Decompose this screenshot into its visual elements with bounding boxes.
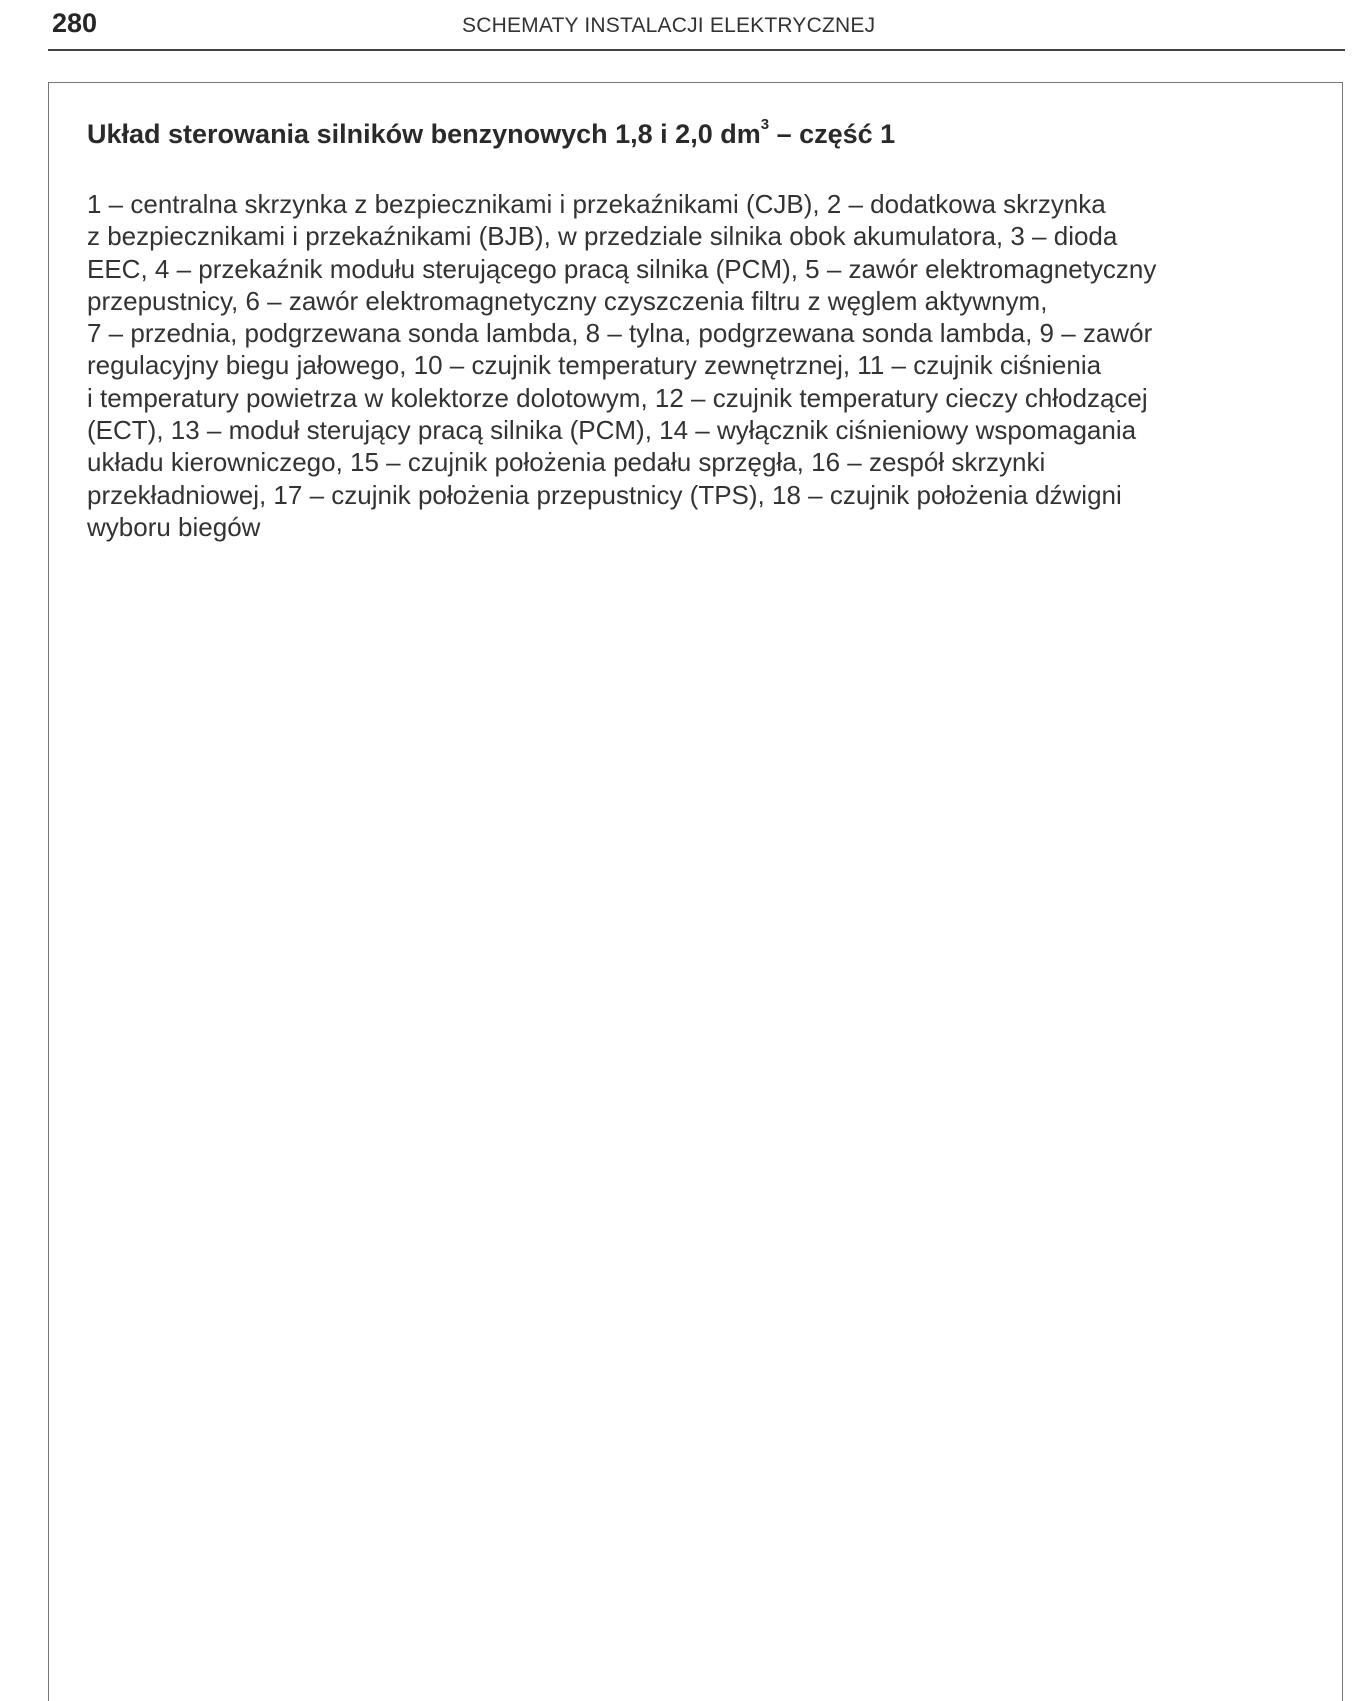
section-title-superscript: 3 [760,116,770,133]
legend-line: wyboru biegów [87,511,261,542]
legend-line: 1 – centralna skrzynka z bezpiecznikami i przekaźnikami (CJB), 2 – dodatkowa skrzynka [87,189,1106,219]
legend-line: regulacyjny biegu jałowego, 10 – czujnik temperatury zewnętrznej, 11 – czujnik ciśnienia [87,350,1102,381]
component-legend [87,188,1312,543]
legend-line: (ECT), 13 – moduł sterujący pracą silnika (PCM), 14 – wyłącznik ciśnieniowy wspomagania [87,415,1137,446]
running-header: SCHEMATY INSTALACJI ELEKTRYCZNEJ [462,14,876,37]
section-title-main: Układ sterowania silników benzynowych 1,8 i 2,0 dm [87,119,761,149]
legend-line: EEC, 4 – przekaźnik modułu sterującego pracą silnika (PCM), 5 – zawór elektromagnetyczny [87,253,1157,284]
section-title [87,116,896,150]
page-number: 280 [52,8,98,38]
legend-line: układu kierowniczego, 15 – czujnik położenia pedału sprzęgła, 16 – zespół skrzynki [87,447,1046,478]
legend-line: przepustnicy, 6 – zawór elektromagnetyczny czyszczenia filtru z węglem aktywnym, [87,285,1048,316]
legend-line: z bezpiecznikami i przekaźnikami (BJB), w przedziale silnika obok akumulatora, 3 – dioda [87,221,1118,252]
header-rule [48,49,1345,51]
legend-line: i temperatury powietrza w kolektorze dolotowym, 12 – czujnik temperatury cieczy chłodzącej [87,382,1148,413]
legend-line: 7 – przednia, podgrzewana sonda lambda, 8 – tylna, podgrzewana sonda lambda, 9 – zawór [87,318,1153,349]
section-title-suffix: – część 1 [769,119,896,149]
legend-line: przekładniowej, 17 – czujnik położenia przepustnicy (TPS), 18 – czujnik położenia dźwigni [87,479,1122,510]
